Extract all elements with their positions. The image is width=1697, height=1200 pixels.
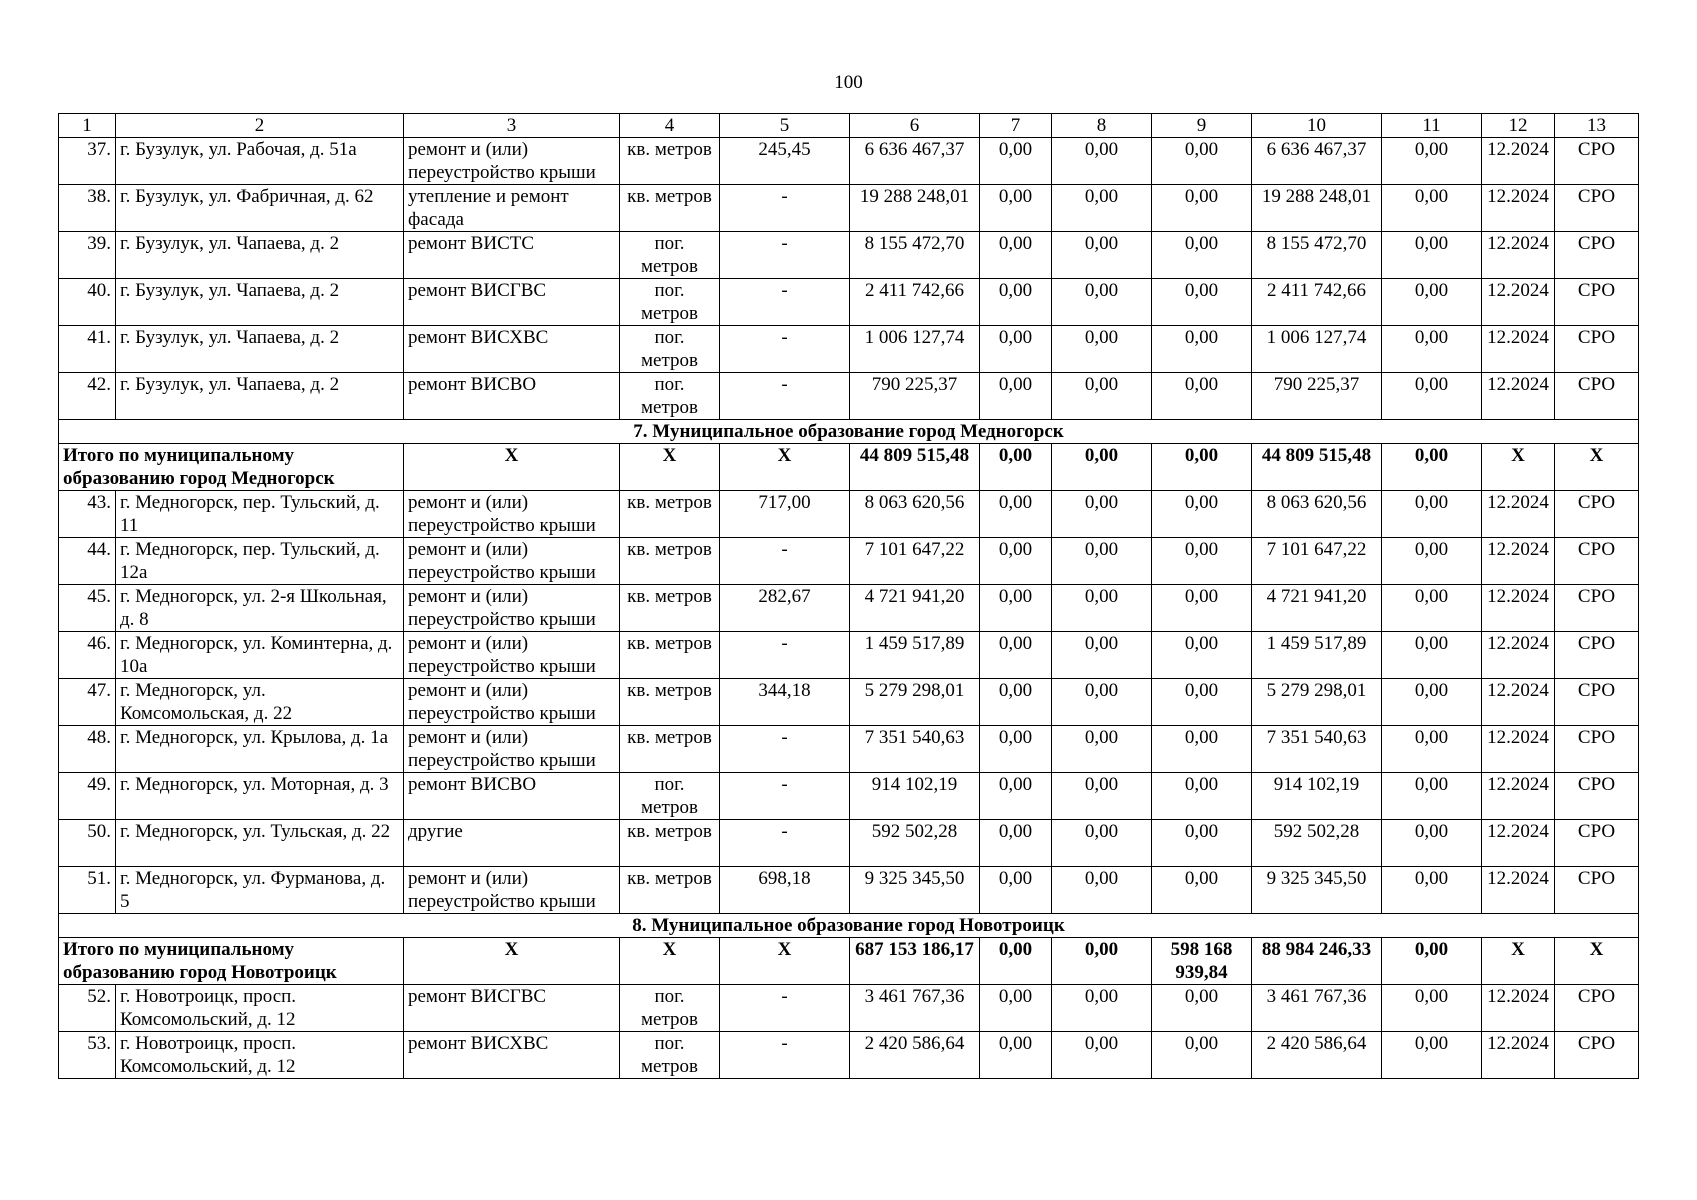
col-10: 1 006 127,74 (1252, 326, 1382, 373)
work-type: ремонт ВИСВО (404, 373, 620, 420)
column-number: 12 (1482, 114, 1555, 138)
total-cost: 5 279 298,01 (850, 679, 980, 726)
address: г. Медногорск, пер. Тульский, д. 12а (116, 538, 404, 585)
column-number: 3 (404, 114, 620, 138)
work-type: ремонт и (или) переустройство крыши (404, 538, 620, 585)
deadline: 12.2024 (1482, 773, 1555, 820)
work-type: Х (404, 938, 620, 985)
row-number: 48. (59, 726, 116, 773)
table-row (59, 185, 1639, 232)
col-10: 1 459 517,89 (1252, 632, 1382, 679)
col-9: 0,00 (1152, 232, 1252, 279)
col-7: 0,00 (980, 820, 1052, 867)
work-type: ремонт ВИСХВС (404, 1032, 620, 1079)
total-row (59, 938, 1639, 985)
total-cost: 1 006 127,74 (850, 326, 980, 373)
table-row (59, 279, 1639, 326)
column-number: 11 (1382, 114, 1482, 138)
quantity: 344,18 (720, 679, 850, 726)
column-number-row (59, 114, 1639, 138)
col-9: 0,00 (1152, 585, 1252, 632)
deadline: 12.2024 (1482, 820, 1555, 867)
repair-program-table (58, 113, 1639, 1079)
deadline: 12.2024 (1482, 232, 1555, 279)
row-number: 40. (59, 279, 116, 326)
address: г. Медногорск, ул. Тульская, д. 22 (116, 820, 404, 867)
address: г. Медногорск, ул. Крылова, д. 1а (116, 726, 404, 773)
col-8: 0,00 (1052, 491, 1152, 538)
col-8: 0,00 (1052, 326, 1152, 373)
deadline: 12.2024 (1482, 985, 1555, 1032)
unit: кв. метров (620, 538, 720, 585)
work-type: ремонт и (или) переустройство крыши (404, 726, 620, 773)
col-11: 0,00 (1382, 938, 1482, 985)
address: г. Медногорск, ул. Коминтерна, д. 10а (116, 632, 404, 679)
column-number: 13 (1555, 114, 1639, 138)
col-7: 0,00 (980, 491, 1052, 538)
table-row (59, 985, 1639, 1032)
deadline: 12.2024 (1482, 491, 1555, 538)
customer: СРО (1555, 373, 1639, 420)
quantity: - (720, 726, 850, 773)
table-row (59, 726, 1639, 773)
unit: кв. метров (620, 726, 720, 773)
customer: СРО (1555, 279, 1639, 326)
customer: СРО (1555, 726, 1639, 773)
row-number: 47. (59, 679, 116, 726)
column-number: 4 (620, 114, 720, 138)
total-cost: 7 351 540,63 (850, 726, 980, 773)
col-11: 0,00 (1382, 985, 1482, 1032)
work-type: ремонт и (или) переустройство крыши (404, 585, 620, 632)
deadline: 12.2024 (1482, 373, 1555, 420)
col-7: 0,00 (980, 232, 1052, 279)
customer: СРО (1555, 138, 1639, 185)
column-number: 2 (116, 114, 404, 138)
col-9: 0,00 (1152, 444, 1252, 491)
col-11: 0,00 (1382, 279, 1482, 326)
col-8: 0,00 (1052, 538, 1152, 585)
row-number: 42. (59, 373, 116, 420)
col-10: 5 279 298,01 (1252, 679, 1382, 726)
col-8: 0,00 (1052, 444, 1152, 491)
customer: СРО (1555, 1032, 1639, 1079)
address: г. Бузулук, ул. Фабричная, д. 62 (116, 185, 404, 232)
col-10: 7 351 540,63 (1252, 726, 1382, 773)
total-cost: 592 502,28 (850, 820, 980, 867)
total-cost: 2 411 742,66 (850, 279, 980, 326)
column-number: 9 (1152, 114, 1252, 138)
table-row (59, 585, 1639, 632)
work-type: ремонт ВИСГВС (404, 279, 620, 326)
customer: СРО (1555, 773, 1639, 820)
col-9: 0,00 (1152, 538, 1252, 585)
col-10: 4 721 941,20 (1252, 585, 1382, 632)
unit: кв. метров (620, 820, 720, 867)
col-10: 6 636 467,37 (1252, 138, 1382, 185)
quantity: - (720, 185, 850, 232)
col-10: 19 288 248,01 (1252, 185, 1382, 232)
col-11: 0,00 (1382, 491, 1482, 538)
total-cost: 687 153 186,17 (850, 938, 980, 985)
row-number: 44. (59, 538, 116, 585)
quantity: - (720, 632, 850, 679)
quantity: 698,18 (720, 867, 850, 914)
quantity: - (720, 820, 850, 867)
col-11: 0,00 (1382, 726, 1482, 773)
col-10: 8 155 472,70 (1252, 232, 1382, 279)
col-9: 0,00 (1152, 726, 1252, 773)
address: г. Новотроицк, просп. Комсомольский, д. 12 (116, 1032, 404, 1079)
col-10: 7 101 647,22 (1252, 538, 1382, 585)
unit: кв. метров (620, 632, 720, 679)
col-9: 0,00 (1152, 679, 1252, 726)
col-9: 0,00 (1152, 491, 1252, 538)
total-cost: 2 420 586,64 (850, 1032, 980, 1079)
deadline: 12.2024 (1482, 726, 1555, 773)
customer: СРО (1555, 326, 1639, 373)
col-8: 0,00 (1052, 985, 1152, 1032)
col-7: 0,00 (980, 679, 1052, 726)
deadline: Х (1482, 938, 1555, 985)
col-8: 0,00 (1052, 1032, 1152, 1079)
col-7: 0,00 (980, 373, 1052, 420)
unit: пог. метров (620, 232, 720, 279)
col-11: 0,00 (1382, 867, 1482, 914)
work-type: ремонт и (или) переустройство крыши (404, 867, 620, 914)
unit: пог. метров (620, 279, 720, 326)
quantity: 717,00 (720, 491, 850, 538)
col-8: 0,00 (1052, 773, 1152, 820)
customer: СРО (1555, 185, 1639, 232)
col-9: 0,00 (1152, 185, 1252, 232)
work-type: ремонт ВИСТС (404, 232, 620, 279)
col-10: 790 225,37 (1252, 373, 1382, 420)
deadline: 12.2024 (1482, 679, 1555, 726)
col-7: 0,00 (980, 773, 1052, 820)
address: г. Медногорск, ул. Моторная, д. 3 (116, 773, 404, 820)
unit: кв. метров (620, 679, 720, 726)
col-9: 0,00 (1152, 1032, 1252, 1079)
col-7: 0,00 (980, 326, 1052, 373)
col-9: 0,00 (1152, 773, 1252, 820)
section-title: 7. Муниципальное образование город Медногорск (59, 420, 1639, 444)
customer: Х (1555, 938, 1639, 985)
work-type: ремонт и (или) переустройство крыши (404, 632, 620, 679)
column-number: 5 (720, 114, 850, 138)
unit: кв. метров (620, 491, 720, 538)
col-9: 598 168 939,84 (1152, 938, 1252, 985)
customer: СРО (1555, 985, 1639, 1032)
address: г. Бузулук, ул. Чапаева, д. 2 (116, 326, 404, 373)
address: г. Медногорск, ул. Фурманова, д. 5 (116, 867, 404, 914)
deadline: Х (1482, 444, 1555, 491)
col-9: 0,00 (1152, 373, 1252, 420)
quantity: - (720, 1032, 850, 1079)
quantity: - (720, 326, 850, 373)
col-7: 0,00 (980, 538, 1052, 585)
col-9: 0,00 (1152, 820, 1252, 867)
col-10: 914 102,19 (1252, 773, 1382, 820)
row-number: 53. (59, 1032, 116, 1079)
customer: СРО (1555, 867, 1639, 914)
customer: СРО (1555, 232, 1639, 279)
page-number: 100 (834, 72, 863, 93)
work-type: ремонт и (или) переустройство крыши (404, 491, 620, 538)
col-11: 0,00 (1382, 232, 1482, 279)
total-cost: 914 102,19 (850, 773, 980, 820)
col-11: 0,00 (1382, 185, 1482, 232)
table-row (59, 491, 1639, 538)
deadline: 12.2024 (1482, 585, 1555, 632)
table-row (59, 679, 1639, 726)
col-11: 0,00 (1382, 679, 1482, 726)
row-number: 51. (59, 867, 116, 914)
deadline: 12.2024 (1482, 138, 1555, 185)
unit: пог. метров (620, 773, 720, 820)
col-8: 0,00 (1052, 232, 1152, 279)
row-number: 45. (59, 585, 116, 632)
quantity: Х (720, 444, 850, 491)
col-11: 0,00 (1382, 444, 1482, 491)
address: г. Бузулук, ул. Чапаева, д. 2 (116, 232, 404, 279)
col-10: 592 502,28 (1252, 820, 1382, 867)
col-8: 0,00 (1052, 726, 1152, 773)
row-number: 39. (59, 232, 116, 279)
table-row (59, 632, 1639, 679)
col-8: 0,00 (1052, 867, 1152, 914)
work-type: другие (404, 820, 620, 867)
col-11: 0,00 (1382, 820, 1482, 867)
deadline: 12.2024 (1482, 538, 1555, 585)
table-row (59, 820, 1639, 867)
col-8: 0,00 (1052, 185, 1152, 232)
address: г. Бузулук, ул. Рабочая, д. 51а (116, 138, 404, 185)
work-type: ремонт ВИСВО (404, 773, 620, 820)
col-8: 0,00 (1052, 138, 1152, 185)
row-number: 43. (59, 491, 116, 538)
col-11: 0,00 (1382, 585, 1482, 632)
table-row (59, 373, 1639, 420)
customer: СРО (1555, 585, 1639, 632)
total-label: Итого по муниципальному образованию город Новотроицк (59, 938, 404, 985)
table-row (59, 232, 1639, 279)
column-number: 1 (59, 114, 116, 138)
total-cost: 3 461 767,36 (850, 985, 980, 1032)
deadline: 12.2024 (1482, 326, 1555, 373)
quantity: - (720, 279, 850, 326)
total-cost: 19 288 248,01 (850, 185, 980, 232)
deadline: 12.2024 (1482, 185, 1555, 232)
customer: СРО (1555, 679, 1639, 726)
col-7: 0,00 (980, 938, 1052, 985)
row-number: 52. (59, 985, 116, 1032)
customer: СРО (1555, 632, 1639, 679)
total-cost: 4 721 941,20 (850, 585, 980, 632)
column-number: 10 (1252, 114, 1382, 138)
col-7: 0,00 (980, 867, 1052, 914)
col-10: 44 809 515,48 (1252, 444, 1382, 491)
address: г. Медногорск, пер. Тульский, д. 11 (116, 491, 404, 538)
column-number: 8 (1052, 114, 1152, 138)
section-header (59, 420, 1639, 444)
address: г. Медногорск, ул. Комсомольская, д. 22 (116, 679, 404, 726)
total-cost: 8 063 620,56 (850, 491, 980, 538)
col-10: 9 325 345,50 (1252, 867, 1382, 914)
row-number: 50. (59, 820, 116, 867)
col-9: 0,00 (1152, 985, 1252, 1032)
customer: СРО (1555, 820, 1639, 867)
table-row (59, 867, 1639, 914)
col-8: 0,00 (1052, 938, 1152, 985)
quantity: - (720, 985, 850, 1032)
deadline: 12.2024 (1482, 279, 1555, 326)
address: г. Бузулук, ул. Чапаева, д. 2 (116, 373, 404, 420)
unit: кв. метров (620, 867, 720, 914)
table-row (59, 326, 1639, 373)
quantity: - (720, 773, 850, 820)
col-11: 0,00 (1382, 138, 1482, 185)
unit: пог. метров (620, 326, 720, 373)
quantity: 282,67 (720, 585, 850, 632)
deadline: 12.2024 (1482, 867, 1555, 914)
col-8: 0,00 (1052, 279, 1152, 326)
col-9: 0,00 (1152, 326, 1252, 373)
unit: пог. метров (620, 985, 720, 1032)
total-cost: 44 809 515,48 (850, 444, 980, 491)
col-8: 0,00 (1052, 585, 1152, 632)
row-number: 41. (59, 326, 116, 373)
work-type: ремонт ВИСХВС (404, 326, 620, 373)
unit: кв. метров (620, 185, 720, 232)
unit: Х (620, 938, 720, 985)
quantity: - (720, 373, 850, 420)
quantity: - (720, 232, 850, 279)
column-number: 7 (980, 114, 1052, 138)
total-label: Итого по муниципальному образованию город Медногорск (59, 444, 404, 491)
col-7: 0,00 (980, 279, 1052, 326)
row-number: 46. (59, 632, 116, 679)
col-11: 0,00 (1382, 773, 1482, 820)
col-8: 0,00 (1052, 632, 1152, 679)
section-header (59, 914, 1639, 938)
address: г. Новотроицк, просп. Комсомольский, д. 12 (116, 985, 404, 1032)
total-cost: 8 155 472,70 (850, 232, 980, 279)
col-11: 0,00 (1382, 632, 1482, 679)
table-row (59, 138, 1639, 185)
work-type: утепление и ремонт фасада (404, 185, 620, 232)
row-number: 49. (59, 773, 116, 820)
deadline: 12.2024 (1482, 632, 1555, 679)
col-7: 0,00 (980, 585, 1052, 632)
col-7: 0,00 (980, 726, 1052, 773)
col-7: 0,00 (980, 632, 1052, 679)
col-10: 2 420 586,64 (1252, 1032, 1382, 1079)
deadline: 12.2024 (1482, 1032, 1555, 1079)
col-8: 0,00 (1052, 820, 1152, 867)
unit: пог. метров (620, 373, 720, 420)
total-cost: 1 459 517,89 (850, 632, 980, 679)
customer: Х (1555, 444, 1639, 491)
col-7: 0,00 (980, 444, 1052, 491)
customer: СРО (1555, 491, 1639, 538)
col-10: 2 411 742,66 (1252, 279, 1382, 326)
col-10: 8 063 620,56 (1252, 491, 1382, 538)
column-number: 6 (850, 114, 980, 138)
work-type: ремонт и (или) переустройство крыши (404, 679, 620, 726)
col-9: 0,00 (1152, 279, 1252, 326)
col-7: 0,00 (980, 185, 1052, 232)
col-10: 3 461 767,36 (1252, 985, 1382, 1032)
quantity: - (720, 538, 850, 585)
unit: кв. метров (620, 585, 720, 632)
col-9: 0,00 (1152, 867, 1252, 914)
col-8: 0,00 (1052, 679, 1152, 726)
work-type: ремонт и (или) переустройство крыши (404, 138, 620, 185)
work-type: ремонт ВИСГВС (404, 985, 620, 1032)
quantity: 245,45 (720, 138, 850, 185)
col-7: 0,00 (980, 138, 1052, 185)
col-7: 0,00 (980, 1032, 1052, 1079)
col-11: 0,00 (1382, 326, 1482, 373)
address: г. Медногорск, ул. 2-я Школьная, д. 8 (116, 585, 404, 632)
section-title: 8. Муниципальное образование город Новотроицк (59, 914, 1639, 938)
unit: кв. метров (620, 138, 720, 185)
col-9: 0,00 (1152, 138, 1252, 185)
total-row (59, 444, 1639, 491)
total-cost: 7 101 647,22 (850, 538, 980, 585)
work-type: Х (404, 444, 620, 491)
total-cost: 9 325 345,50 (850, 867, 980, 914)
total-cost: 6 636 467,37 (850, 138, 980, 185)
total-cost: 790 225,37 (850, 373, 980, 420)
col-10: 88 984 246,33 (1252, 938, 1382, 985)
col-11: 0,00 (1382, 373, 1482, 420)
col-11: 0,00 (1382, 538, 1482, 585)
col-7: 0,00 (980, 985, 1052, 1032)
customer: СРО (1555, 538, 1639, 585)
unit: Х (620, 444, 720, 491)
row-number: 38. (59, 185, 116, 232)
address: г. Бузулук, ул. Чапаева, д. 2 (116, 279, 404, 326)
quantity: Х (720, 938, 850, 985)
col-9: 0,00 (1152, 632, 1252, 679)
col-11: 0,00 (1382, 1032, 1482, 1079)
table-row (59, 538, 1639, 585)
row-number: 37. (59, 138, 116, 185)
table-row (59, 1032, 1639, 1079)
unit: пог. метров (620, 1032, 720, 1079)
col-8: 0,00 (1052, 373, 1152, 420)
table-row (59, 773, 1639, 820)
